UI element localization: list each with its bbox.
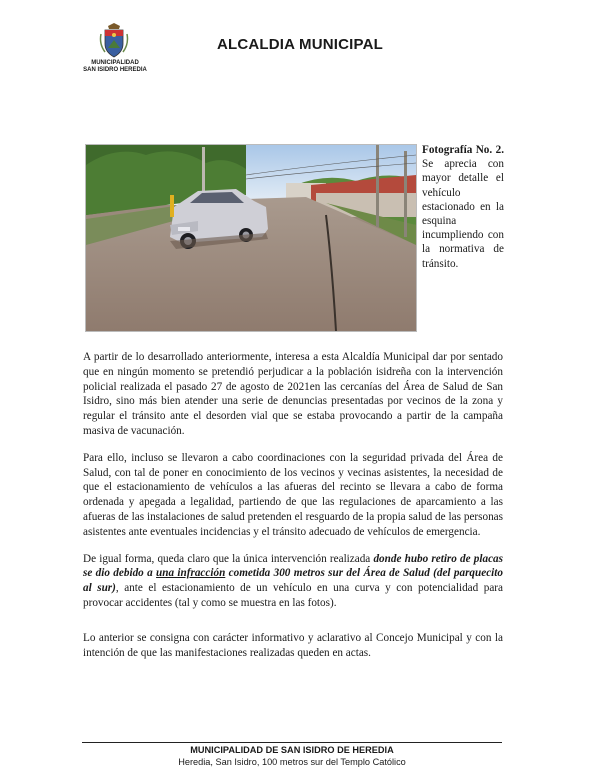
emphasis-underlined: una infracción (156, 567, 226, 580)
footer-divider (82, 742, 502, 743)
paragraph-3 (83, 552, 503, 611)
municipal-coat-of-arms-logo (96, 22, 132, 60)
emphasis-part-2: cometida 300 metros sur del Área de Salud (del parquecito al sur) (83, 567, 503, 595)
paragraph-3-start: De igual forma, queda claro que la única intervención realizada (83, 552, 374, 565)
paragraph-2: Para ello, incluso se llevaron a cabo coordinaciones con la seguridad privada del Área de Salud, con tal de poner en conocimiento de los vecinos y vecinas asistentes, la necesidad de que el estacionamiento de vehículos a las afueras del recinto se llevara a cabo de forma ordenada y apegada a legalidad, partiendo de que las regulaciones de aparcamiento a las afueras de las instalaciones de salud pretenden el resguardo de la propia salud de las personas asistentes ante eventuales incidencias y el tránsito adecuado de vehículos de emergencia. (83, 451, 503, 538)
logo-line-2: SAN ISIDRO HEREDIA (83, 67, 147, 73)
footer-address: Heredia, San Isidro, 100 metros sur del Templo Católico (178, 757, 406, 767)
caption-label: Fotografía No. 2. (422, 144, 504, 156)
caption-text: Se aprecia con mayor detalle el vehículo estacionado en la esquina incumpliendo con la normativa de tránsito. (422, 158, 504, 270)
letterhead (0, 0, 600, 90)
emphasis-part-1: donde hubo retiro de placas se dio debido a (83, 552, 503, 580)
paragraph-3-end: , ante el estacionamiento de un vehículo en una curva y con potencialidad para provocar accidentes (tal y como se muestra en las fotos). (83, 582, 503, 609)
paragraph-1: A partir de lo desarrollado anteriormente, interesa a esta Alcaldía Municipal dar por sentado que en ningún momento se pretendió perjudicar a la población isidreña con la intervención policial realizada el pasado 27 de agosto de 2021en las cercanías del Área de Salud de San Isidro, sino más bien atender una serie de denuncias presentadas por vecinos de la zona y regular el tránsito ante el desorden vial que se estaba provocando a partir de la campaña masiva de vacunación. (83, 351, 503, 437)
document-body (83, 350, 503, 672)
photo-caption (422, 143, 504, 271)
paragraph-4: Lo anterior se consigna con carácter informativo y aclarativo al Concejo Municipal y con la intención de que las manifestaciones realizadas queden en actas. (83, 631, 503, 659)
logo-line-1: MUNICIPALIDAD (91, 60, 139, 66)
logo-caption (70, 60, 160, 74)
page-title: ALCALDIA MUNICIPAL (216, 36, 384, 53)
footer-title: MUNICIPALIDAD DE SAN ISIDRO DE HEREDIA (190, 745, 394, 755)
street-photo (85, 144, 417, 332)
